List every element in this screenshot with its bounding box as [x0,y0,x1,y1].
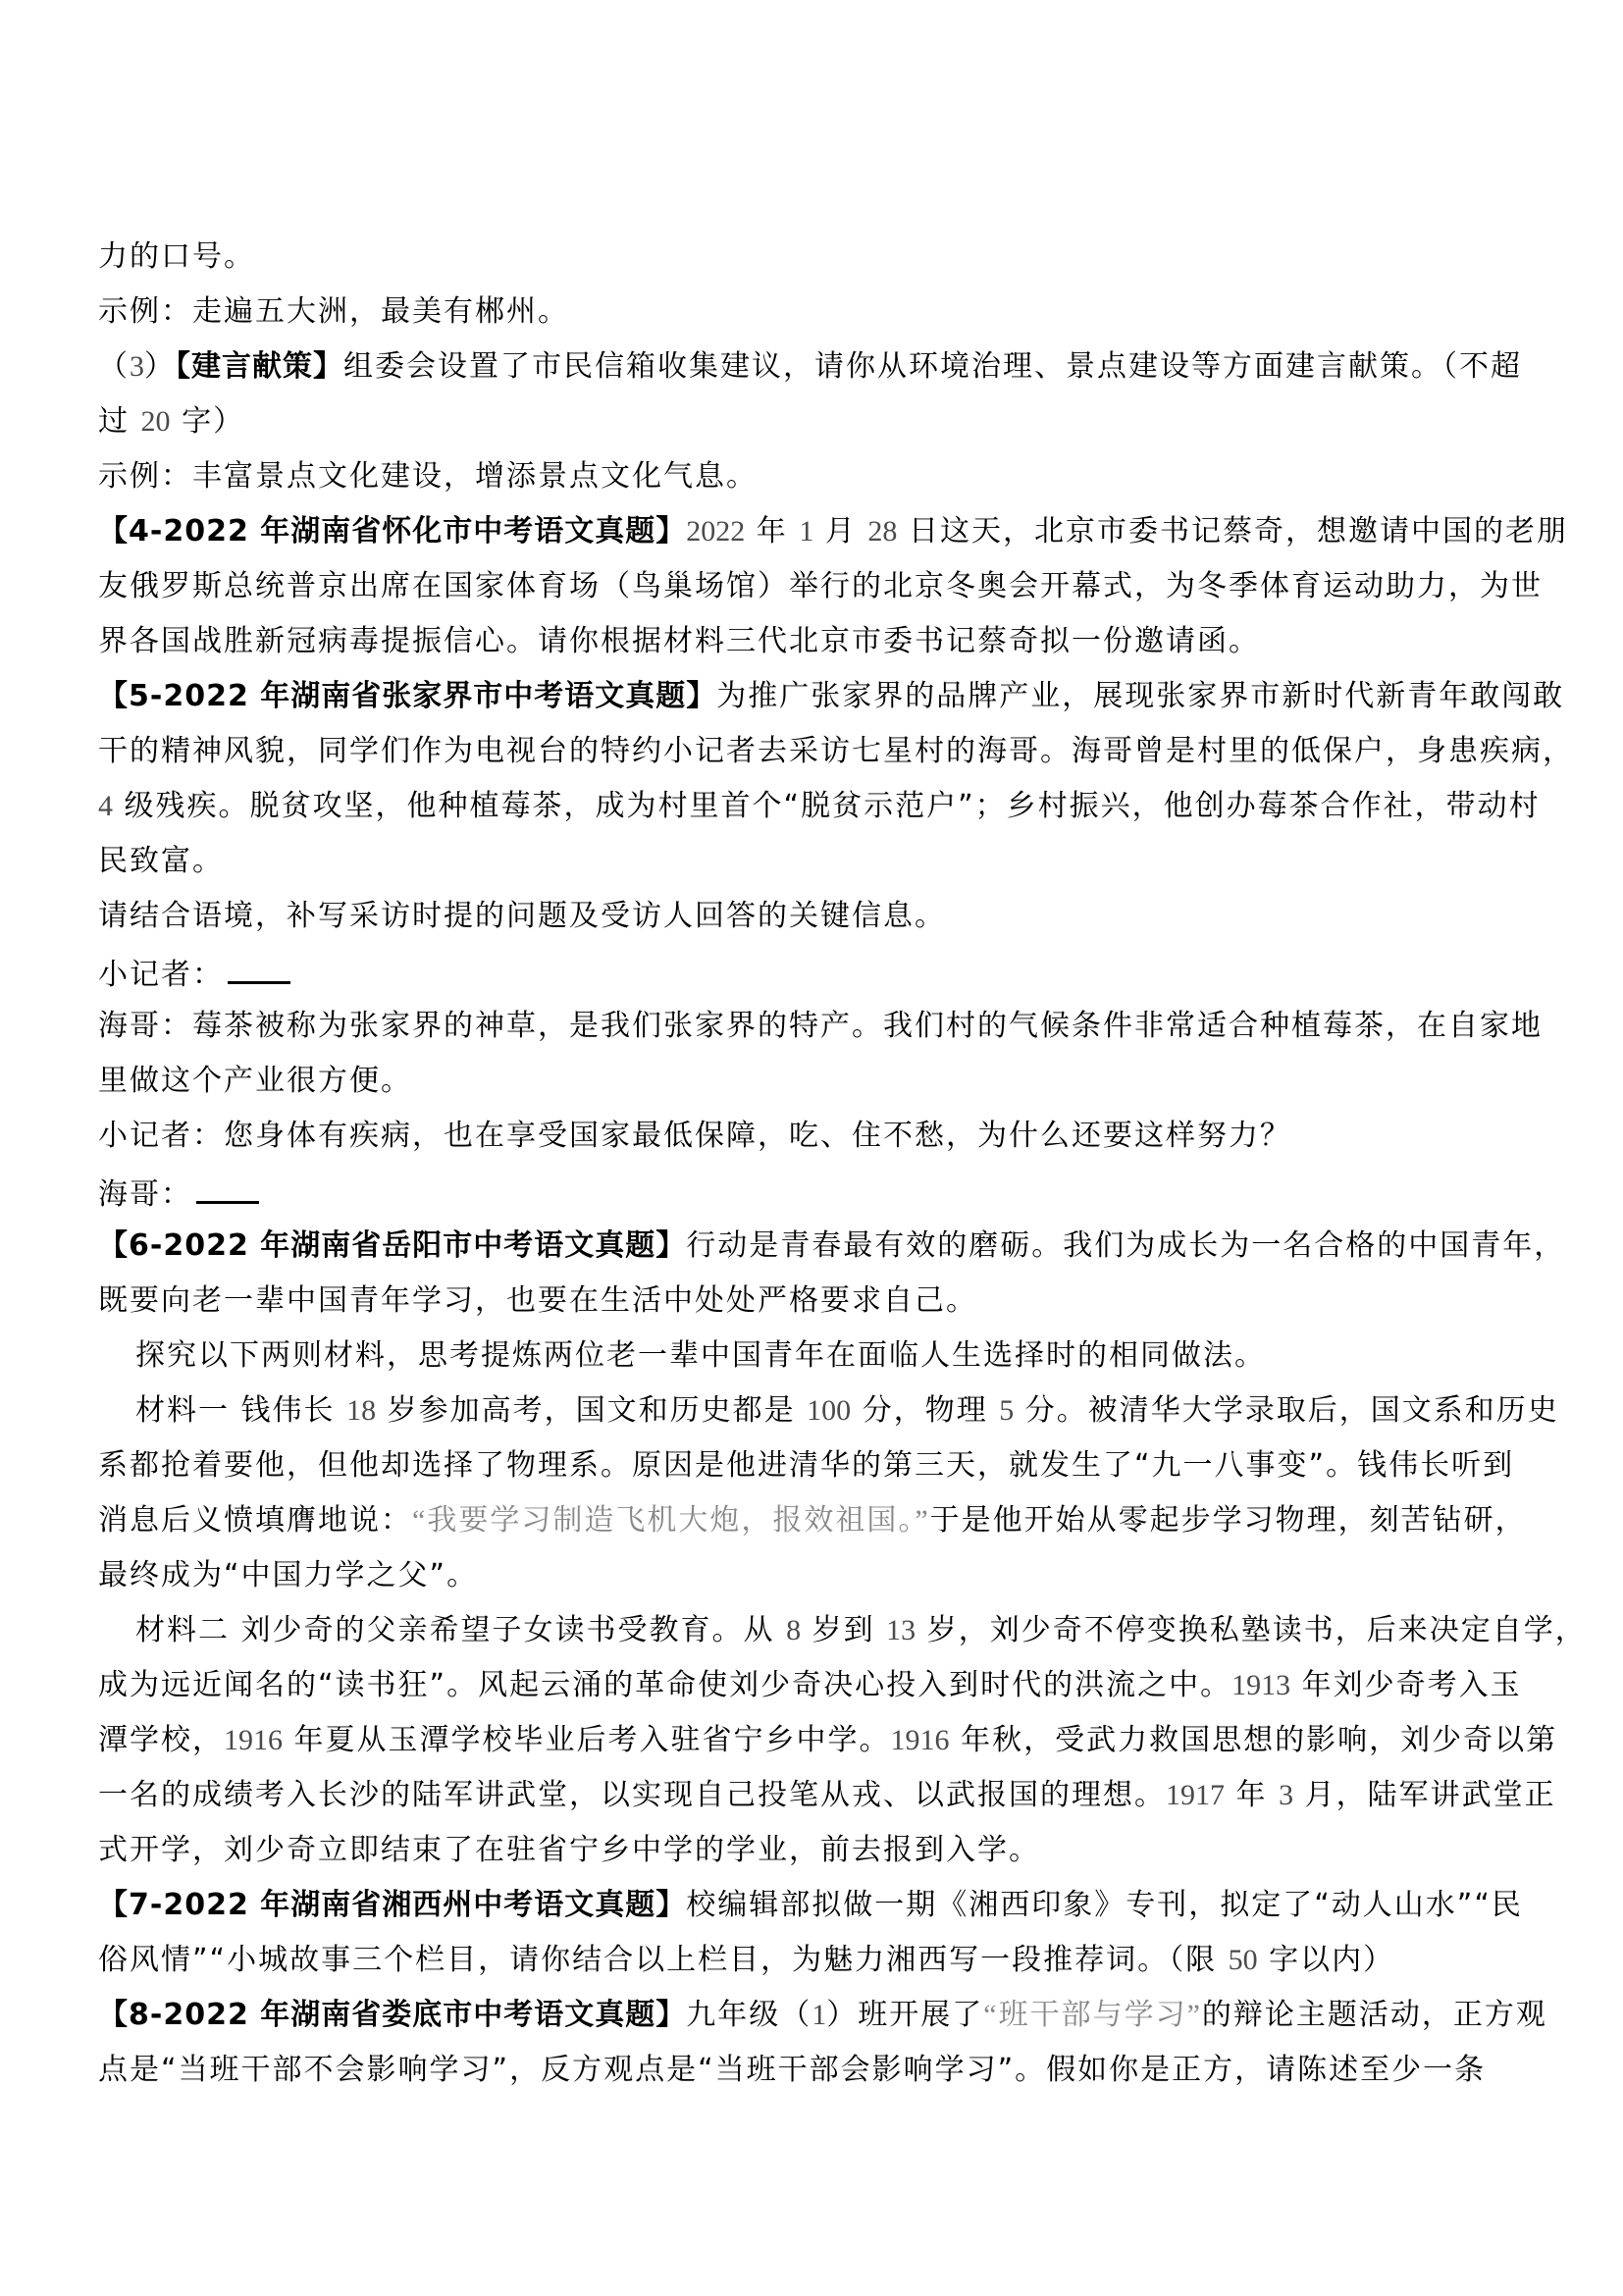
text-line [98,1548,1529,1603]
text-line [98,504,1568,559]
text-segment: 年刘少奇考入玉 [1290,1668,1522,1702]
text-segment: 示例：丰富景点文化建设，增添景点文化气息。 [98,459,758,494]
text-line [98,1383,1559,1438]
text-segment: 日这天，北京市委书记蔡奇，想邀请中国的老朋 [897,514,1568,548]
text-segment: 材料一 钱伟长 [135,1393,347,1428]
text-line [98,1054,1529,1109]
text-segment: 岁到 [801,1613,887,1647]
text-segment: 为推广张家界的品牌产业，展现张家界市新时代新青年敢闯敢 [716,679,1565,713]
text-line [98,1768,1556,1823]
text-line [98,999,1543,1054]
text-segment: 潭学校， [98,1723,224,1757]
text-line [98,559,1543,614]
text-segment: 消息后义愤填膺地说： [98,1503,412,1538]
text-segment: 岁参加高考，国文和历史都是 [376,1393,808,1428]
numeral-text: 28 [867,515,898,548]
text-segment: 力的口号。 [98,239,255,274]
question-header: 【4-2022 年湖南省怀化市中考语文真题】 [98,514,687,548]
text-segment: 小记者：您身体有疾病，也在享受国家最低保障，吃、住不愁，为什么还要这样努力？ [98,1119,1291,1153]
text-segment: 既要向老一辈中国青年学习，也要在生活中处处严格要求自己。 [98,1283,977,1318]
text-segment: 组委会设置了市民信箱收集建议，请你从环境治理、景点建设等方面建言献策。（不超 [343,349,1522,384]
numeral-text: 1 [812,1999,827,2031]
question-header: 【建言献策】 [176,349,343,384]
text-segment: 俗风情”“小城故事三个栏目，请你结合以上栏目，为魅力湘西写一段推荐词。（限 [98,1943,1229,1977]
numeral-text: 1 [799,515,814,548]
text-line [98,1274,1529,1329]
text-segment: 级残疾。脱贫攻坚，他种植莓茶，成为村里首个“脱贫示范户”；乡村振兴，他创办莓茶合作社，带动村 [113,789,1541,823]
text-segment: 岁，刘少奇不停变换私塾读书，后来决定自学， [916,1613,1587,1647]
text-line [98,724,1574,779]
numeral-text: 4 [98,790,113,822]
numeral-text: 1917 [1166,1779,1225,1811]
text-segment: 年秋，受武力救国思想的影响，刘少奇以第 [949,1723,1558,1757]
text-line [98,1438,1529,1493]
quoted-text: “班干部与学习” [983,1999,1202,2031]
numeral-text: 1913 [1231,1669,1291,1701]
text-segment: 最终成为“中国力学之父”。 [98,1558,479,1592]
text-segment: 界各国战胜新冠病毒提振信心。请你根据材料三代北京市委书记蔡奇拟一份邀请函。 [98,624,1260,658]
numeral-text: 20 [140,405,171,438]
numeral-text: 3 [1279,1779,1294,1811]
question-header: 【6-2022 年湖南省岳阳市中考语文真题】 [98,1228,687,1263]
text-line [98,449,1529,504]
text-segment: 校编辑部拟做一期《湘西印象》专刊，拟定了“动人山水”“民 [686,1888,1523,1922]
text-line [98,230,1529,285]
text-line [98,779,1541,834]
text-line [98,1878,1529,1933]
text-segment: 年 [745,514,800,548]
numeral-text: 100 [807,1394,852,1427]
text-line [98,614,1529,669]
text-segment: 行动是青春最有效的磨砺。我们为成长为一名合格的中国青年， [686,1228,1566,1263]
text-line [98,285,1529,339]
text-segment: 海哥：莓茶被称为张家界的神草，是我们张家界的特产。我们村的气候条件非常适合种植莓茶，在自家地 [98,1009,1543,1043]
question-header: 【8-2022 年湖南省娄底市中考语文真题】 [98,1998,687,2032]
text-line [98,1329,1529,1383]
text-segment: 成为远近闻名的“读书狂”。风起云涌的革命使刘少奇决心投入到时代的洪流之中。 [98,1668,1232,1702]
text-segment: 字以内） [1257,1943,1395,1977]
numeral-text: 2022 [686,515,746,548]
text-segment: 一名的成绩考入长沙的陆军讲武堂，以实现自己投笔从戎、以武报国的理想。 [98,1778,1166,1812]
text-segment: 系都抢着要他，但他却选择了物理系。原因是他进清华的第三天，就发生了“九一八事变”。钱伟长听到 [98,1448,1515,1483]
text-segment: 小记者： [98,958,224,992]
numeral-text: 13 [886,1614,916,1646]
text-line [98,944,1529,999]
text-segment: ）班开展了 [826,1998,984,2032]
text-line [98,1988,1547,2043]
text-line [98,2043,1529,2098]
text-segment: 于是他开始从零起步学习物理，刻苦钻研， [929,1503,1527,1538]
numeral-text: 3 [130,350,144,383]
answer-blank [228,944,290,984]
text-segment: 年 [1225,1778,1280,1812]
quoted-text: “我要学习制造飞机大炮，报效祖国。” [412,1504,930,1537]
document-content [98,230,1587,2098]
text-line [98,1219,1566,1274]
text-segment: 年夏从玉潭学校毕业后考入驻省宁乡中学。 [283,1723,891,1757]
text-segment: 友俄罗斯总统普京出席在国家体育场（鸟巢场馆）举行的北京冬奥会开幕式，为冬季体育运动助力，为世 [98,569,1543,603]
text-segment: 里做这个产业很方便。 [98,1064,412,1098]
text-segment: ） [144,349,176,384]
text-line [98,1823,1529,1878]
text-segment: 式开学，刘少奇立即结束了在驻省宁乡中学的学业，前去报到入学。 [98,1833,1040,1867]
text-segment: 探究以下两则材料，思考提炼两位老一辈中国青年在面临人生选择时的相同做法。 [135,1338,1266,1373]
numeral-text: 50 [1228,1944,1258,1976]
text-segment: 请结合语境，补写采访时提的问题及受访人回答的关键信息。 [98,899,946,933]
numeral-text: 5 [999,1394,1015,1427]
numeral-text: 18 [346,1394,377,1427]
text-line [98,889,1529,944]
text-segment: 点是“当班干部不会影响学习”，反方观点是“当班干部会影响学习”。假如你是正方，请陈述至少一条 [98,2053,1487,2087]
question-header: 【7-2022 年湖南省湘西州中考语文真题】 [98,1888,687,1922]
text-line [98,834,1529,889]
text-segment: 分。被清华大学录取后，国文系和历史 [1014,1393,1559,1428]
text-segment: 过 [98,404,141,439]
text-line [98,1493,1529,1548]
text-line [98,1164,1529,1219]
text-segment: 材料二 刘少奇的父亲希望子女读书受教育。从 [135,1613,787,1647]
text-line [98,394,1529,449]
answer-blank [196,1164,259,1204]
text-line [98,1713,1558,1768]
text-line [98,1109,1529,1164]
text-line [98,669,1565,724]
text-segment: 九年级（ [686,1998,812,2032]
text-line [98,1933,1529,1988]
text-segment: 的辩论主题活动，正方观 [1201,1998,1547,2032]
numeral-text: 1916 [224,1724,283,1756]
text-line [98,1603,1587,1658]
text-line [98,339,1529,394]
question-header: 【5-2022 年湖南省张家界市中考语文真题】 [98,679,717,713]
text-segment: 干的精神风貌，同学们作为电视台的特约小记者去采访七星村的海哥。海哥曾是村里的低保户，身患疾病， [98,734,1574,768]
text-segment: 月，陆军讲武堂正 [1293,1778,1556,1812]
text-segment: 示例：走遍五大洲，最美有郴州。 [98,294,569,329]
text-segment: 民致富。 [98,844,224,878]
text-line [98,1658,1529,1713]
text-segment: 分，物理 [851,1393,1000,1428]
text-segment: 月 [813,514,868,548]
text-segment: 海哥： [98,1177,192,1212]
numeral-text: 1916 [890,1724,950,1756]
text-segment: （ [98,349,130,384]
numeral-text: 8 [786,1614,802,1646]
text-segment: 字） [170,404,245,439]
